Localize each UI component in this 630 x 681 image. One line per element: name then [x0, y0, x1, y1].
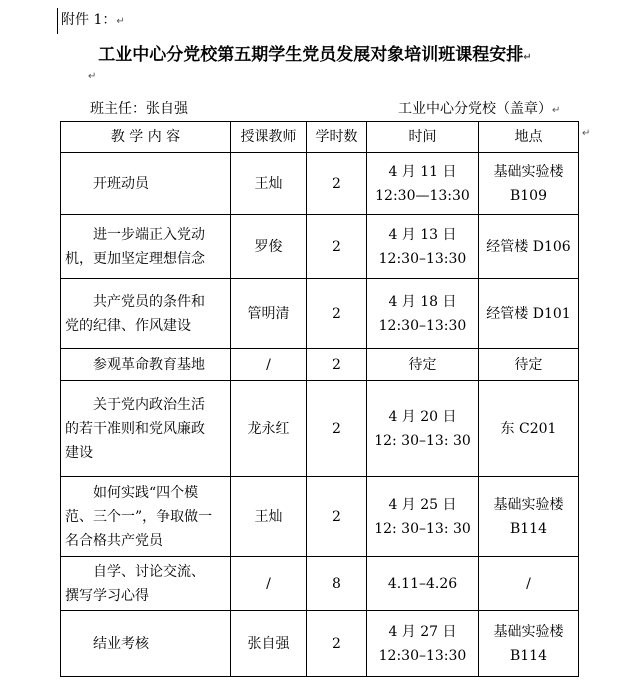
cell-place: [479, 153, 579, 215]
cell-time-line: 4 月 20 日: [388, 408, 457, 425]
cell-time-line: 4.11–4.26: [387, 575, 458, 592]
column-header-hours: 学时数: [307, 122, 367, 153]
cell-hours-line: 8: [332, 575, 341, 592]
cell-teacher: [231, 349, 307, 381]
cell-time-line: 4 月 11 日: [388, 163, 457, 180]
cell-time: [367, 215, 479, 279]
cell-place: [479, 279, 579, 349]
cell-content: [61, 349, 231, 381]
cell-time-line: 4 月 18 日: [388, 293, 457, 310]
issuer-seal: 工业中心分党校（盖章）↵: [398, 101, 561, 117]
column-header-content: 教 学 内 容: [61, 122, 231, 153]
cell-teacher-line: /: [266, 575, 271, 592]
cell-content-line: 参观革命教育基地: [93, 356, 205, 373]
cell-content-line: 建设: [65, 444, 93, 461]
cell-content-line: 撰写学习心得: [65, 587, 149, 604]
cell-hours: [307, 381, 367, 477]
cell-hours-line: 2: [332, 305, 341, 322]
cell-content-line: 名合格共产党员: [65, 532, 163, 549]
cell-time-line: 12:30–13:30: [378, 250, 467, 267]
cell-time-line: 4 月 13 日: [388, 226, 457, 243]
cell-content-line: 范、三个一”，争取做一: [65, 508, 213, 525]
column-header-time: 时间: [367, 122, 479, 153]
cell-teacher-line: 罗俊: [254, 238, 283, 255]
cell-content-line: 如何实践“四个模: [93, 484, 199, 501]
cell-place-line: 基础实验楼: [493, 496, 564, 513]
cell-hours: [307, 611, 367, 677]
cell-content-line: 的若干准则和党风廉政: [65, 420, 205, 437]
cell-time-line: 12: 30–13: 30: [374, 520, 471, 537]
cell-content-line: 结业考核: [93, 635, 149, 652]
cell-place: [479, 477, 579, 557]
table-row: [61, 153, 579, 215]
cell-time-line: 4 月 27 日: [388, 623, 457, 640]
table-row: [61, 477, 579, 557]
cell-place: [479, 611, 579, 677]
cell-teacher-line: 王灿: [254, 508, 283, 525]
table-row: [61, 381, 579, 477]
table-row: [61, 279, 579, 349]
cell-content: [61, 215, 231, 279]
document-title: 工业中心分党校第五期学生党员发展对象培训班课程安排↵: [98, 45, 532, 65]
text-cursor: [57, 8, 58, 34]
cell-teacher: [231, 477, 307, 557]
cell-time: [367, 381, 479, 477]
cell-hours: [307, 477, 367, 557]
cell-hours: [307, 279, 367, 349]
cell-teacher: [231, 557, 307, 611]
cell-content-line: 党的纪律、作风建设: [65, 317, 191, 334]
cell-place-line: /: [526, 575, 531, 592]
cell-content: [61, 381, 231, 477]
cell-place-line: 经管楼 D101: [486, 305, 571, 322]
cell-teacher: [231, 153, 307, 215]
cell-content-line: 进一步端正入党动: [93, 226, 205, 243]
row-end-mark: ↵: [582, 128, 591, 139]
table-row: [61, 557, 579, 611]
cell-place-line: 基础实验楼: [493, 163, 564, 180]
cell-time-line: 12: 30–13: 30: [374, 432, 471, 449]
cell-hours-line: 2: [332, 238, 341, 255]
cell-hours: [307, 557, 367, 611]
cell-teacher: [231, 381, 307, 477]
cell-time-line: 12:30–13:30: [378, 647, 467, 664]
cell-teacher-line: /: [266, 356, 271, 373]
cell-time-line: 12:30–13:30: [378, 317, 467, 334]
cell-hours: [307, 215, 367, 279]
table-row: [61, 349, 579, 381]
cell-time: [367, 557, 479, 611]
cell-place: [479, 349, 579, 381]
cell-content-line: 自学、讨论交流、: [93, 563, 205, 580]
cell-teacher: [231, 611, 307, 677]
cell-hours-line: 2: [332, 356, 341, 373]
cell-content: [61, 611, 231, 677]
cell-content-line: 关于党内政治生活: [93, 396, 205, 413]
cell-time: [367, 611, 479, 677]
cell-teacher: [231, 279, 307, 349]
cell-place-line: 待定: [514, 356, 543, 373]
table-row: [61, 611, 579, 677]
cell-content-line: 机，更加坚定理想信念: [65, 250, 205, 267]
cell-place: [479, 557, 579, 611]
cell-teacher: [231, 215, 307, 279]
cell-teacher-line: 王灿: [254, 175, 283, 192]
cell-place: [479, 215, 579, 279]
cell-content: [61, 477, 231, 557]
cell-content: [61, 279, 231, 349]
cell-place-line: 基础实验楼: [493, 623, 564, 640]
cell-teacher-line: 龙永红: [247, 420, 290, 437]
annex-label: 附件 1：↵: [61, 12, 125, 28]
cell-time-line: 4 月 25 日: [388, 496, 457, 513]
paragraph-mark: ↵: [88, 71, 97, 82]
column-header-teacher: 授课教师: [231, 122, 307, 153]
cell-place-line: B114: [509, 647, 547, 664]
cell-time: [367, 349, 479, 381]
cell-hours-line: 2: [332, 420, 341, 437]
cell-hours: [307, 349, 367, 381]
cell-hours-line: 2: [332, 508, 341, 525]
cell-place-line: B109: [509, 187, 547, 204]
cell-place-line: 经管楼 D106: [486, 238, 571, 255]
cell-time-line: 12:30—13:30: [375, 187, 470, 204]
cell-place: [479, 381, 579, 477]
cell-place-line: 东 C201: [500, 420, 557, 437]
cell-hours-line: 2: [332, 635, 341, 652]
cell-hours: [307, 153, 367, 215]
cell-teacher-line: 张自强: [247, 635, 290, 652]
cell-content-line: 开班动员: [93, 175, 149, 192]
cell-time: [367, 279, 479, 349]
cell-time-line: 待定: [408, 356, 437, 373]
cell-content: [61, 557, 231, 611]
cell-content-line: 共产党员的条件和: [93, 293, 205, 310]
head-teacher: 班主任：张自强: [90, 101, 188, 117]
column-header-place: 地点: [479, 122, 579, 153]
cell-hours-line: 2: [332, 175, 341, 192]
cell-time: [367, 153, 479, 215]
schedule-table: [60, 121, 579, 677]
cell-content: [61, 153, 231, 215]
cell-place-line: B114: [509, 520, 547, 537]
table-header-row: [61, 122, 579, 153]
cell-time: [367, 477, 479, 557]
table-row: [61, 215, 579, 279]
cell-teacher-line: 管明清: [247, 305, 290, 322]
